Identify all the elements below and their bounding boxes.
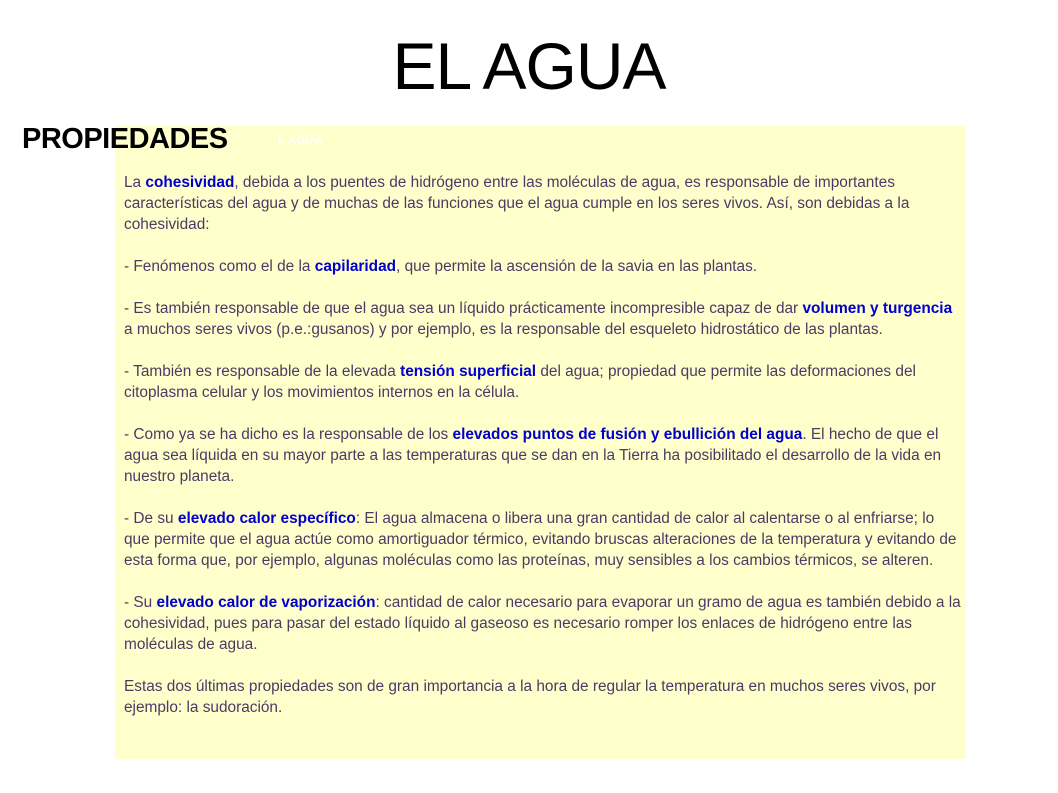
text-run: - Su bbox=[124, 594, 157, 611]
highlighted-term: cohesividad bbox=[145, 174, 235, 191]
paragraph-p1 bbox=[124, 172, 964, 235]
paragraph-p4 bbox=[124, 361, 964, 403]
paragraph-p3 bbox=[124, 298, 964, 340]
text-run: Estas dos últimas propiedades son de gran importancia a la hora de regular la temperatura en muchos seres vivos, por ejemplo: la sudoración. bbox=[124, 678, 936, 716]
page-title: EL AGUA bbox=[392, 29, 666, 103]
paragraph-p8 bbox=[124, 676, 964, 718]
highlighted-term: elevado calor específico bbox=[177, 510, 356, 527]
highlighted-term: elevado calor de vaporización bbox=[156, 594, 376, 611]
text-run: - También es responsable de la elevada bbox=[124, 363, 401, 380]
paragraph-p6 bbox=[124, 508, 964, 571]
text-run: . El hecho de que el agua sea líquida en su mayor parte a las temperaturas que se dan en la Tierra ha posibilitado el desarrollo de la vida en nuestro planeta. bbox=[124, 426, 942, 485]
paragraph-p2 bbox=[124, 256, 964, 277]
faded-panel-header: L AGUA bbox=[278, 135, 323, 147]
text-run: : cantidad de calor necesario para evaporar un gramo de agua es también debido a la cohesividad, pues para pasar del estado líquido al gaseoso es necesario romper los enlaces de hidrógeno entre las moléculas de agua. bbox=[124, 594, 961, 653]
highlighted-term: tensión superficial bbox=[400, 363, 537, 380]
text-run: del agua; propiedad que permite las deformaciones del citoplasma celular y los movimientos internos en la célula. bbox=[124, 363, 916, 401]
text-run: - Como ya se ha dicho es la responsable de los bbox=[124, 426, 453, 443]
text-run: - Fenómenos como el de la bbox=[124, 258, 315, 275]
paragraph-p5 bbox=[124, 424, 964, 487]
text-run: La bbox=[124, 174, 146, 191]
text-run: - De su bbox=[124, 510, 178, 527]
text-run: a muchos seres vivos (p.e.:gusanos) y por ejemplo, es la responsable del esqueleto hidrostático de las plantas. bbox=[124, 321, 883, 338]
section-subtitle: PROPIEDADES bbox=[22, 123, 228, 155]
text-run: : El agua almacena o libera una gran cantidad de calor al calentarse o al enfriarse; lo que permite que el agua actúe como amortiguador térmico, evitando bruscas alteraciones de la temperatura y evitando de esta forma que, por ejemplo, algunas moléculas como las proteínas, muy sensibles a los cambios térmicos, se alteren. bbox=[124, 510, 957, 569]
text-run: , que permite la ascensión de la savia en las plantas. bbox=[396, 258, 758, 275]
highlighted-term: elevados puntos de fusión y ebullición del agua bbox=[452, 426, 803, 443]
highlighted-term: volumen y turgencia bbox=[802, 300, 953, 317]
text-run: , debida a los puentes de hidrógeno entre las moléculas de agua, es responsable de importantes características del agua y de muchas de las funciones que el agua cumple en los seres vivos. Así, son debidas a la cohesividad: bbox=[124, 174, 910, 233]
highlighted-term: capilaridad bbox=[314, 258, 397, 275]
properties-text bbox=[124, 172, 964, 739]
paragraph-p7 bbox=[124, 592, 964, 655]
text-run: - Es también responsable de que el agua sea un líquido prácticamente incompresible capaz de dar bbox=[124, 300, 803, 317]
